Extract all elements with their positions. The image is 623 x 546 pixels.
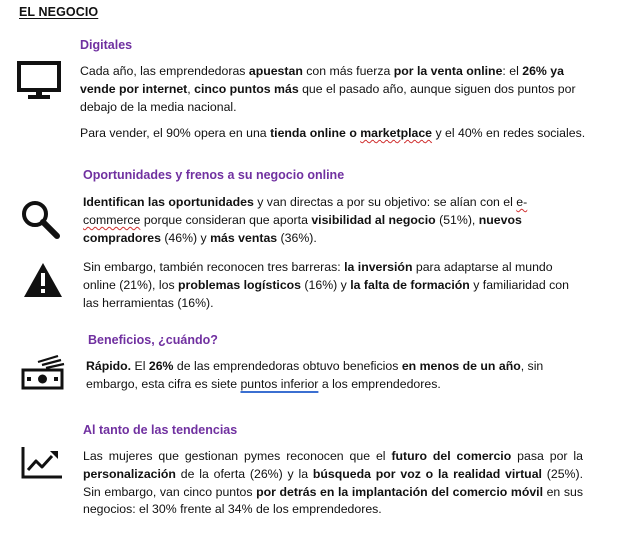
- digitales-paragraph-2: Para vender, el 90% opera en una tienda online o marketplace y el 40% en redes sociales.: [80, 126, 586, 140]
- section-title-oportunidades: Oportunidades y frenos a su negocio online: [83, 168, 345, 182]
- trend-chart-icon: [20, 445, 64, 481]
- money-icon: [20, 355, 66, 391]
- warning-icon: [23, 262, 63, 298]
- section-title-digitales: Digitales: [80, 38, 133, 52]
- search-icon: [20, 200, 62, 240]
- digitales-paragraph-1: Cada año, las emprendedoras apuestan con más fuerza por la venta online: el 26% ya vende por internet, cinco puntos más que el pasado año, aunque siguen dos puntos por debajo de la media nacional.: [80, 64, 576, 114]
- tendencias-paragraph-1: Las mujeres que gestionan pymes reconocen que el futuro del comercio pasa por la personalización de la oferta (26%) y la búsqueda por voz o la realidad virtual (25%). Sin embargo, van cinco puntos por detrás en la implantación del comercio móvil en sus negocios: el 30% frente al 34% de los emprendedores.: [83, 449, 583, 517]
- section-title-tendencias: Al tanto de las tendencias: [83, 423, 238, 437]
- document-title: EL NEGOCIO: [19, 5, 99, 19]
- oportunidades-paragraph-1: Identifican las oportunidades y van directas a por su objetivo: se alían con el e-commerce porque consideran que aporta visibilidad al negocio (51%), nuevos compradores (46%) y más ventas (36%).: [83, 195, 528, 245]
- oportunidades-paragraph-2: Sin embargo, también reconocen tres barreras: la inversión para adaptarse al mundo online (21%), los problemas logísticos (16%) y la falta de formación y familiaridad con las herramientas (16%).: [83, 260, 569, 310]
- monitor-icon: [17, 61, 61, 100]
- section-title-beneficios: Beneficios, ¿cuándo?: [88, 333, 218, 347]
- beneficios-paragraph-1: Rápido. El 26% de las emprendedoras obtuvo beneficios en menos de un año, sin embargo, esta cifra es siete puntos inferior a los emprendedores.: [86, 359, 544, 391]
